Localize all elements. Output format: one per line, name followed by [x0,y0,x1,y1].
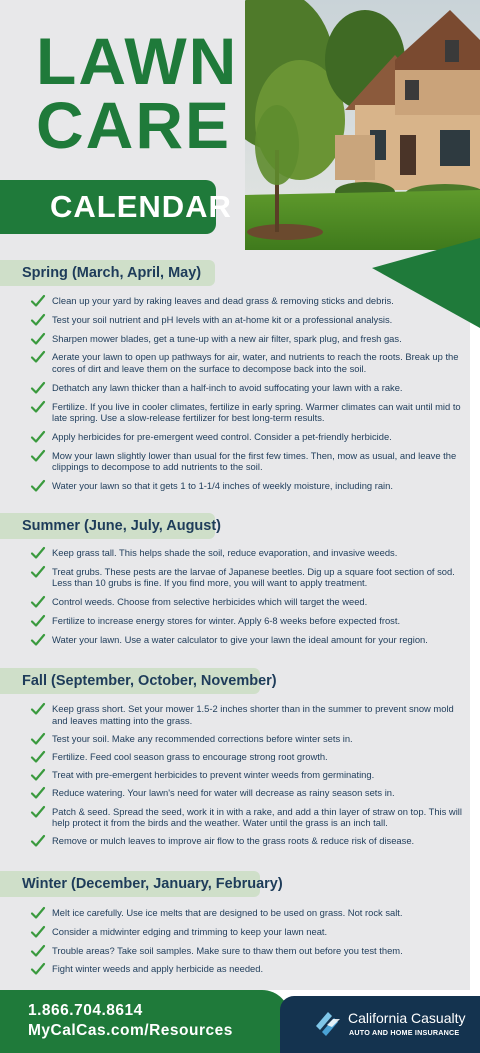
checklist-item-text: Melt ice carefully. Use ice melts that are designed to be used on grass. Not rock salt. [52,907,403,918]
checklist-item [30,401,462,424]
checklist-item-text: Fertilize to increase energy stores for winter. Apply 6-8 weeks before expected frost. [52,614,401,626]
checklist-item-text: Fertilize. If you live in cooler climates, fertilize in early spring. Warmer climates can wait until mid to late spring. Use a slow-release fertilizer for best long-term results. [52,400,461,424]
spring-list [30,295,462,499]
checklist-item-text: Remove or mulch leaves to improve air flow to the grass roots & reduce risk of disease. [52,835,415,847]
checklist-item [30,733,462,745]
checklist-item [30,963,462,975]
checkmark-icon [30,925,46,939]
checklist-item [30,596,462,608]
spring-title: Spring (March, April, May) [22,265,202,281]
checklist-item-text: Aerate your lawn to open up pathways for air, water, and nutrients to reach the roots. Break up the cores of dirt and leave them on the surface to decompose back into the soil. [52,351,459,374]
phone-number[interactable]: 1.866.704.8614 [28,1002,143,1019]
checklist-item-text: Dethatch any lawn thicker than a half-inch to avoid suffocating your lawn with a rake. [52,381,403,393]
checklist-item [30,547,462,559]
checkmark-icon [30,565,46,579]
checklist-item-text: Trouble areas? Take soil samples. Make sure to thaw them out before you test them. [52,944,403,956]
house-lawn-photo [245,0,480,250]
checklist-item-text: Treat with pre-emergent herbicides to prevent winter weeds from germinating. [52,769,375,781]
brand-name: California Casualty [348,1010,466,1026]
checkmark-icon [30,834,46,848]
checklist-item-text: Treat grubs. These pests are the larvae of Japanese beetles. Dig up a square foot section of sod. Less than 10 grubs is fine. If you find more, you will want to apply treatment. [52,565,455,589]
checkmark-icon [30,906,46,920]
checklist-item-text: Control weeds. Choose from selective herbicides which will target the weed. [52,596,368,608]
brand-tagline: AUTO AND HOME INSURANCE [349,1028,460,1037]
fall-list [30,703,462,854]
winter-title: Winter (December, January, February) [22,876,283,892]
title-calendar: CALENDAR [50,189,232,224]
checklist-item [30,787,462,799]
checkmark-icon [30,313,46,327]
checklist-item [30,566,462,589]
checkmark-icon [30,614,46,628]
checkmark-icon [30,750,46,764]
checklist-item [30,450,462,473]
summer-list [30,547,462,653]
checklist-item [30,351,462,374]
checklist-item [30,769,462,781]
summer-title: Summer (June, July, August) [22,518,221,534]
checklist-item [30,615,462,627]
resources-link[interactable]: MyCalCas.com/Resources [28,1022,233,1039]
checklist-item-text: Mow your lawn slightly lower than usual for the first few times. Then, mow as usual, and leave the clippings to decompose to add nutrients to the soil. [52,449,457,473]
checklist-item-text: Test your soil. Make any recommended corrections before winter sets in. [52,732,353,744]
checkmark-icon [30,449,46,463]
checklist-item-text: Water your lawn so that it gets 1 to 1-1/4 inches of weekly moisture, including rain. [52,480,393,492]
checklist-item [30,835,462,847]
checklist-item [30,431,462,443]
checklist-item [30,945,462,957]
checklist-item [30,907,462,919]
checkmark-icon [30,546,46,560]
checklist-item [30,751,462,763]
title-care: CARE [36,88,232,162]
checkmark-icon [30,786,46,800]
checklist-item [30,295,462,307]
checklist-item [30,382,462,394]
checklist-item-text: Test your soil nutrient and pH levels with an at-home kit or a professional analysis. [52,313,393,325]
checklist-item [30,806,462,829]
checkmark-icon [30,732,46,746]
fall-title: Fall (September, October, November) [22,673,277,689]
checklist-item-text: Consider a midwinter edging and trimming to keep your lawn neat. [52,925,328,937]
checkmark-icon [30,400,46,414]
checklist-item [30,480,462,492]
checklist-item [30,333,462,345]
california-casualty-logo-icon [313,1008,343,1038]
checklist-item-text: Water your lawn. Use a water calculator to give your lawn the ideal amount for your region. [52,633,428,645]
checklist-item-text: Fight winter weeds and apply herbicide as needed. [52,963,264,975]
checkmark-icon [30,381,46,395]
checklist-item-text: Fertilize. Feed cool season grass to encourage strong root growth. [52,750,328,762]
checklist-item-text: Apply herbicides for pre-emergent weed control. Consider a pet-friendly herbicide. [52,430,392,442]
winter-list [30,907,462,982]
checklist-item-text: Clean up your yard by raking leaves and dead grass & removing sticks and debris. [52,295,394,306]
checklist-item-text: Keep grass short. Set your mower 1.5-2 inches shorter than in the summer to prevent snow mold and leaves matting into the grass. [52,703,454,726]
checklist-item [30,634,462,646]
checkmark-icon [30,768,46,782]
checkmark-icon [30,702,46,716]
checkmark-icon [30,962,46,976]
checkmark-icon [30,430,46,444]
checklist-item-text: Sharpen mower blades, get a tune-up with a new air filter, spark plug, and fresh gas. [52,332,402,344]
checkmark-icon [30,350,46,364]
checkmark-icon [30,595,46,609]
checklist-item [30,314,462,326]
checklist-item [30,926,462,938]
checkmark-icon [30,633,46,647]
checklist-item-text: Keep grass tall. This helps shade the soil, reduce evaporation, and invasive weeds. [52,547,398,558]
checkmark-icon [30,294,46,308]
checklist-item-text: Patch & seed. Spread the seed, work it in with a rake, and add a thin layer of straw on top. This will help protect it from the birds and the weather. Water until the grass is an inch tall. [52,805,462,829]
checkmark-icon [30,805,46,819]
checkmark-icon [30,479,46,493]
checklist-item-text: Reduce watering. Your lawn's need for water will decrease as rainy season sets in. [52,787,395,799]
checkmark-icon [30,944,46,958]
checklist-item [30,703,462,726]
title-lawn: LAWN [36,24,239,98]
checkmark-icon [30,332,46,346]
